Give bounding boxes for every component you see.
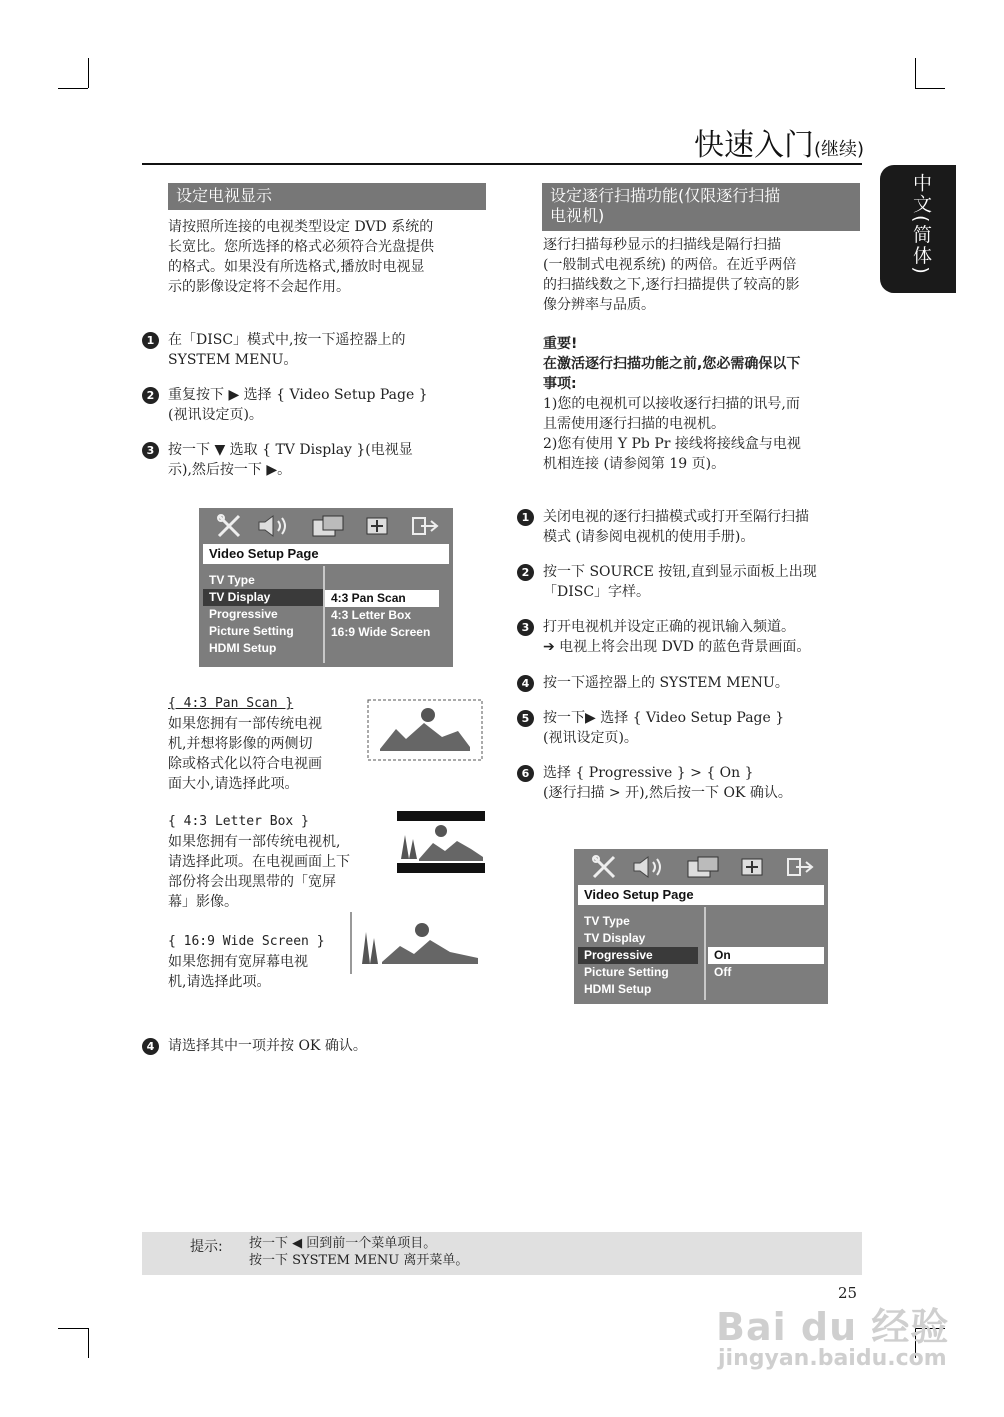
pan-scan-illustration xyxy=(366,699,484,761)
tools-icon xyxy=(590,853,618,881)
speaker-icon xyxy=(257,512,293,540)
page-title: 快速入门(继续) xyxy=(693,128,864,163)
crop-mark xyxy=(88,58,89,88)
video-setup-menu-screenshot xyxy=(574,849,828,1004)
exit-icon xyxy=(784,853,816,881)
section-title-progressive: 设定逐行扫描功能(仅限逐行扫描 电视机) xyxy=(542,183,860,231)
menu-option-list xyxy=(325,590,439,641)
film-icon xyxy=(686,853,722,881)
option-wide-screen-text: { 16:9 Wide Screen } 如果您拥有宽屏幕电视 机,请选择此项。 xyxy=(168,932,348,992)
menu-icon-bar xyxy=(199,508,453,544)
menu-item-progressive[interactable]: Progressive xyxy=(209,607,278,621)
step-number: 4 xyxy=(517,675,534,692)
step-number: 1 xyxy=(142,332,159,349)
step-text: 按一下 SOURCE 按钮,直到显示面板上出现 「DISC」字样。 xyxy=(543,564,817,600)
letter-box-illustration xyxy=(397,811,485,873)
step-number: 3 xyxy=(517,619,534,636)
option-off[interactable]: Off xyxy=(714,965,732,979)
step-text: 按一下 ▼ 选取 { TV Display }(电视显 示),然后按一下 ▶。 xyxy=(168,442,413,478)
step-number: 5 xyxy=(517,710,534,727)
step-text: 在「DISC」模式中,按一下遥控器上的 SYSTEM MENU。 xyxy=(168,332,406,368)
page-number: 25 xyxy=(838,1284,858,1302)
step-number: 3 xyxy=(142,442,159,459)
menu-item-hdmi-setup[interactable]: HDMI Setup xyxy=(584,982,652,996)
option-letter-box-text: { 4:3 Letter Box } 如果您拥有一部传统电视机, 请选择此项。在电视画面上下 部份将会出现黑带的「宽屏 幕」影像。 xyxy=(168,812,398,912)
step-text: 重复按下 ▶ 选择 { Video Setup Page } (视讯设定页)。 xyxy=(168,387,428,423)
step-text: 按一下遥控器上的 SYSTEM MENU。 xyxy=(543,675,789,691)
exit-icon xyxy=(409,512,441,540)
menu-item-list xyxy=(203,572,323,657)
crop-mark xyxy=(915,88,945,89)
option-letter-box[interactable]: 4:3 Letter Box xyxy=(331,608,412,622)
option-label: { 16:9 Wide Screen } xyxy=(168,934,325,949)
option-pan-scan[interactable]: 4:3 Pan Scan xyxy=(325,590,439,607)
speaker-icon xyxy=(632,853,668,881)
step-text: 选择 { Progressive } > { On } (逐行扫描 > 开),然后按一下 OK 确认。 xyxy=(543,765,792,801)
crop-mark xyxy=(58,88,88,89)
menu-divider xyxy=(704,907,706,1000)
tip-label: 提示: xyxy=(190,1239,223,1255)
video-setup-menu-screenshot xyxy=(199,508,453,667)
section-title-tv-display: 设定电视显示 xyxy=(168,183,486,210)
menu-item-picture-setting[interactable]: Picture Setting xyxy=(584,965,669,979)
picture-adjust-icon xyxy=(738,853,766,881)
film-icon xyxy=(311,512,347,540)
header-divider xyxy=(142,163,862,165)
menu-title: Video Setup Page xyxy=(578,885,824,905)
crop-mark xyxy=(915,58,916,88)
intro-text: 请按照所连接的电视类型设定 DVD 系统的 长宽比。您所选择的格式必须符合光盘提供 的格式。如果没有所选格式,播放时电视显 示的影像设定将不会起作用。 xyxy=(168,219,434,295)
option-label: { 4:3 Letter Box } xyxy=(168,814,309,829)
intro-text: 逐行扫描每秒显示的扫描线是隔行扫描 (一般制式电视系统) 的两倍。在近乎两倍 的扫描线数之下,逐行扫描提供了较高的影 像分辨率与品质。 xyxy=(543,237,800,313)
step-number: 1 xyxy=(517,509,534,526)
menu-item-tv-display[interactable]: TV Display xyxy=(584,931,646,945)
option-wide-screen[interactable]: 16:9 Wide Screen xyxy=(331,625,431,639)
step-text: 关闭电视的逐行扫描模式或打开至隔行扫描 模式 (请参阅电视机的使用手册)。 xyxy=(543,509,809,545)
crop-mark xyxy=(88,1328,89,1358)
language-tab: 中文(简体) xyxy=(880,165,956,293)
step-number: 6 xyxy=(517,765,534,782)
step-number: 4 xyxy=(142,1038,159,1055)
step-text: 打开电视机并设定正确的视讯输入频道。 ➔ 电视上将会出现 DVD 的蓝色背景画面。 xyxy=(543,619,811,655)
step-number: 2 xyxy=(142,387,159,404)
crop-mark xyxy=(58,1328,88,1329)
menu-item-list xyxy=(578,913,698,998)
tip-text: 按一下 ◀ 回到前一个菜单项目。 按一下 SYSTEM MENU 离开菜单。 xyxy=(249,1236,469,1268)
step-text: 请选择其中一项并按 OK 确认。 xyxy=(168,1038,367,1054)
wide-screen-illustration xyxy=(350,912,482,974)
menu-item-hdmi-setup[interactable]: HDMI Setup xyxy=(209,641,277,655)
option-pan-scan-text: { 4:3 Pan Scan } 如果您拥有一部传统电视 机,并想将影像的两侧切 除或格式化以符合电视画 面大小,请选择此项。 xyxy=(168,694,368,794)
baidu-watermark: Bai du 经验 xyxy=(716,1305,950,1349)
menu-item-tv-display[interactable]: TV Display xyxy=(203,589,323,606)
option-label: { 4:3 Pan Scan } xyxy=(168,696,294,711)
menu-item-tv-type[interactable]: TV Type xyxy=(584,914,630,928)
menu-title: Video Setup Page xyxy=(203,544,449,564)
option-on[interactable]: On xyxy=(708,947,824,964)
menu-item-progressive[interactable]: Progressive xyxy=(578,947,698,964)
menu-item-tv-type[interactable]: TV Type xyxy=(209,573,255,587)
step-number: 2 xyxy=(517,564,534,581)
tools-icon xyxy=(215,512,243,540)
step-text: 按一下▶ 选择 { Video Setup Page } (视讯设定页)。 xyxy=(543,710,785,746)
important-note: 重要! 在激活逐行扫描功能之前,您必需确保以下 事项: 1)您的电视机可以接收逐行扫描的讯号,而 且需使用逐行扫描的电视机。 2)您有使用 Y Pb Pr 接线将接线盒与电视 机相连接 (请参阅第 19 页)。 xyxy=(543,336,801,472)
menu-option-list xyxy=(708,947,824,981)
menu-item-picture-setting[interactable]: Picture Setting xyxy=(209,624,294,638)
picture-adjust-icon xyxy=(363,512,391,540)
watermark-url: jingyan.baidu.com xyxy=(718,1346,947,1371)
menu-icon-bar xyxy=(574,849,828,885)
tip-box xyxy=(142,1232,862,1275)
